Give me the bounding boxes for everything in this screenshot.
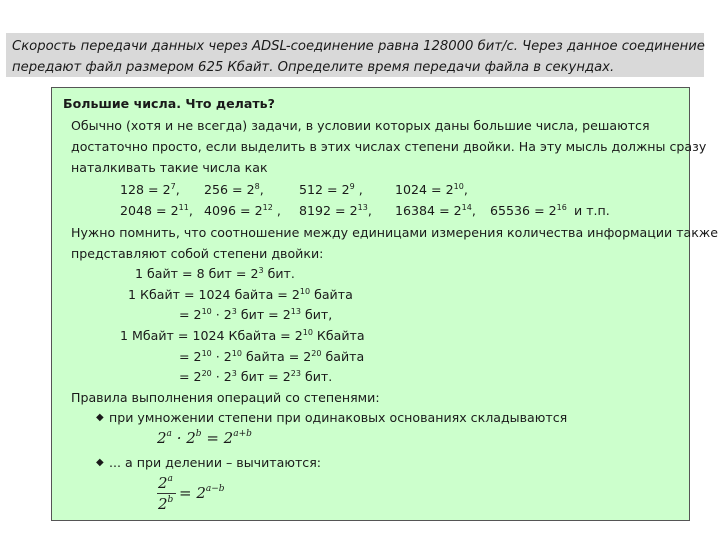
intro-line-1: Обычно (хотя и не всегда) задачи, в условии которых даны большие числа, решаются <box>71 118 650 133</box>
power-item: $4096 = 2^{12}$ , <box>204 203 281 218</box>
intro-line-2: достаточно просто, если выделить в этих числах степени двойки. На эту мысль должны сразу <box>71 139 707 154</box>
unit-byte: 1 байт = 8 бит = $2^3$ бит. <box>135 266 295 281</box>
unit-mbyte: 1 Мбайт = 1024 Кбайта = $2^{10}$ Кбайта <box>120 328 365 343</box>
task-line-1: Скорость передачи данных через ADSL-соединение равна 128000 бит/c. Через данное соединение <box>12 39 705 54</box>
ratio-line-2: представляют собой степени двойки: <box>71 246 324 261</box>
unit-kbyte: 1 Кбайт = 1024 байта = $2^{10}$ байта <box>128 287 353 302</box>
power-item: $128 = 2^7$, <box>120 182 180 197</box>
formula-divide-result: = $2^{a-b}$ <box>179 484 225 502</box>
formula-multiply: $2^a \cdot 2^b = 2^{a+b}$ <box>157 429 252 447</box>
unit-mbyte-bits: = $2^{20} \cdot 2^3$ бит = $2^{23}$ бит. <box>179 369 333 384</box>
ratio-line-1: Нужно помнить, что соотношение между единицами измерения количества информации также <box>71 225 718 240</box>
black-diamond-bullet-icon: ◆ <box>96 457 104 468</box>
unit-mbyte-bytes: = $2^{10} \cdot 2^{10}$ байта = $2^{20}$ байта <box>179 349 365 364</box>
intro-line-3: наталкивать такие числа как <box>71 160 268 175</box>
etc-label: и т.п. <box>574 203 610 218</box>
fraction-bar <box>157 493 176 494</box>
power-item: $256 = 2^8$, <box>204 182 264 197</box>
rule-multiply: при умножении степени при одинаковых основаниях складываются <box>109 410 568 425</box>
power-item: $1024 = 2^{10}$, <box>395 182 468 197</box>
rule-divide: ... а при делении – вычитаются: <box>109 455 322 470</box>
theory-box <box>51 87 718 521</box>
task-line-2: передают файл размером 625 Кбайт. Определите время передачи файла в секундах. <box>12 60 615 75</box>
box-title: Большие числа. Что делать? <box>63 96 275 111</box>
power-item: $2048 = 2^{11}$, <box>120 203 193 218</box>
formula-divide-numerator: 2$^a$ <box>158 474 173 492</box>
black-diamond-bullet-icon: ◆ <box>96 412 104 423</box>
unit-kbyte-bits: = $2^{10} \cdot 2^3$ бит = $2^{13}$ бит, <box>179 307 333 322</box>
task-statement <box>6 33 704 77</box>
formula-divide-denominator: 2$^b$ <box>158 495 174 513</box>
power-item: $65536 = 2^{16}$ <box>490 203 567 218</box>
rules-title: Правила выполнения операций со степенями: <box>71 390 380 405</box>
power-item: $8192 = 2^{13}$, <box>299 203 372 218</box>
power-item: $16384 = 2^{14}$, <box>395 203 476 218</box>
power-item: $512 = 2^9$ , <box>299 182 363 197</box>
